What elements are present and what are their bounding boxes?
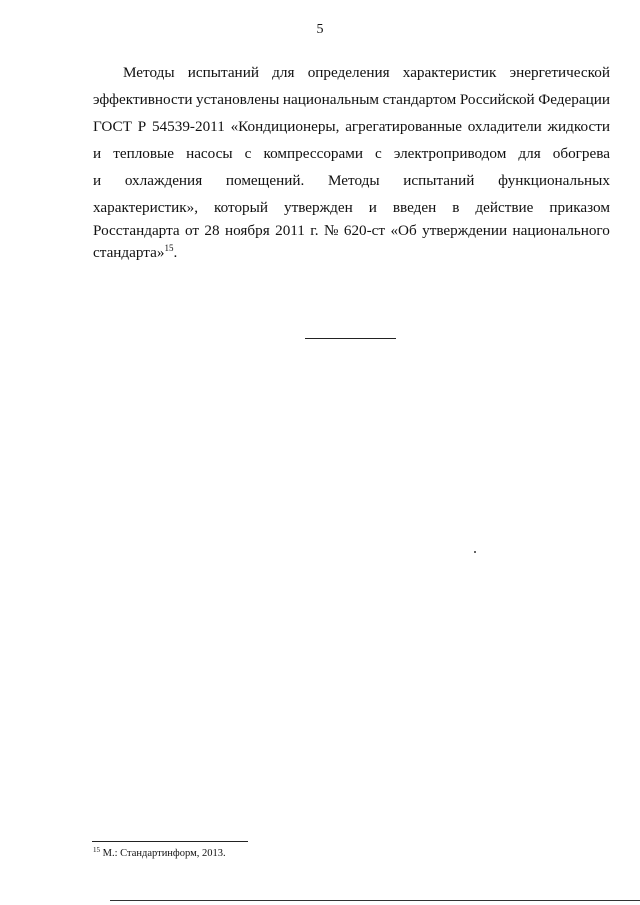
word: в	[452, 199, 460, 216]
word: для	[272, 64, 295, 81]
word: с	[244, 145, 252, 162]
word: 54539-2011	[151, 118, 225, 135]
page-bottom-edge	[110, 900, 640, 901]
word: Росстандарта	[93, 222, 180, 239]
word: от	[185, 222, 200, 239]
word: для	[518, 145, 541, 162]
word: «Об	[390, 222, 417, 239]
word: испытаний	[187, 64, 259, 81]
word: электроприводом	[393, 145, 507, 162]
word: который	[214, 199, 268, 216]
word: национальным	[282, 91, 380, 108]
paragraph-line	[123, 64, 610, 82]
word: агрегатированные	[345, 118, 462, 135]
word: жидкости	[547, 118, 610, 135]
word: эффективности	[93, 91, 193, 108]
word: и	[93, 172, 102, 189]
word: установлены	[196, 91, 280, 108]
word: утверждении	[422, 222, 508, 239]
word: определения	[307, 64, 390, 81]
word: помещений.	[225, 172, 305, 189]
paragraph-line	[93, 91, 610, 109]
word: испытаний	[403, 172, 475, 189]
word: и	[93, 145, 102, 162]
word: Методы	[328, 172, 380, 189]
paragraph-line	[93, 172, 610, 190]
word: стандартом	[382, 91, 457, 108]
word: Методы	[123, 64, 175, 81]
word: утвержден	[283, 199, 353, 216]
word: и	[368, 199, 377, 216]
word: насосы	[186, 145, 233, 162]
word: действие	[475, 199, 534, 216]
paragraph-last-line	[93, 244, 610, 262]
word: г.	[310, 222, 319, 239]
page-number: 5	[316, 22, 324, 37]
word: 620-ст	[343, 222, 386, 239]
paragraph-line	[93, 118, 610, 136]
word: Российской	[459, 91, 535, 108]
word: введен	[392, 199, 437, 216]
word: №	[323, 222, 339, 239]
last-line-text: стандарта»	[93, 244, 165, 261]
word: охладители	[467, 118, 542, 135]
paragraph-line	[93, 145, 610, 163]
word: Р	[137, 118, 147, 135]
last-line-end: .	[173, 244, 178, 261]
word: ноября	[224, 222, 270, 239]
paragraph-line	[93, 222, 610, 240]
footnote-number: 15	[93, 846, 100, 854]
footnote	[93, 847, 226, 860]
word: Федерации	[538, 91, 610, 108]
word: характеристик»,	[93, 199, 199, 216]
word: с	[375, 145, 382, 162]
word: энергетической	[509, 64, 610, 81]
word: характеристик	[402, 64, 497, 81]
word: национального	[512, 222, 610, 239]
footnote-rule	[92, 841, 248, 842]
paragraph-line	[93, 199, 610, 217]
section-separator	[305, 338, 396, 339]
word: обогрева	[552, 145, 610, 162]
footnote-reference: 15	[164, 243, 174, 253]
word: 2011	[275, 222, 305, 239]
word: тепловые	[113, 145, 174, 162]
word: функциональных	[498, 172, 610, 189]
word: приказом	[549, 199, 610, 216]
word: компрессорами	[263, 145, 363, 162]
scan-speck	[474, 551, 476, 553]
word: ГОСТ	[93, 118, 132, 135]
word: «Кондиционеры,	[230, 118, 340, 135]
word: охлаждения	[124, 172, 203, 189]
footnote-text: М.: Стандартинформ, 2013.	[100, 848, 226, 859]
word: 28	[204, 222, 220, 239]
